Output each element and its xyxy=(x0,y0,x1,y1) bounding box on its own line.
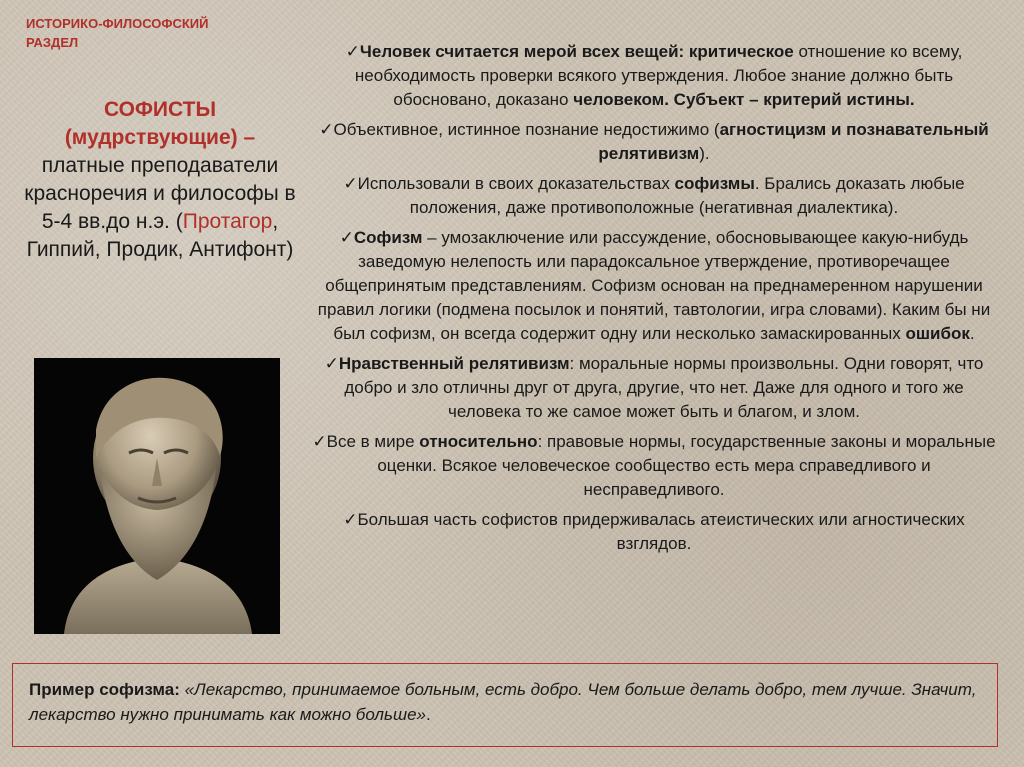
check-icon: ✓ xyxy=(343,510,358,529)
bullet-text: Софизм xyxy=(353,228,423,247)
bullet-text: Нравственный релятивизм xyxy=(338,354,570,373)
bullet-text: . Брались доказать любые положения, даже противоположные (негативная диалектика). xyxy=(409,174,965,217)
check-icon: ✓ xyxy=(343,174,358,193)
bullet-paragraph xyxy=(306,430,1002,502)
heading-highlight-protagoras: Протагор xyxy=(182,210,273,233)
bullet-paragraph xyxy=(306,226,1002,346)
check-icon: ✓ xyxy=(339,228,354,247)
bullet-text: агностицизм и познавательный релятивизм xyxy=(598,120,989,163)
heading-title: СОФИСТЫ xyxy=(103,98,217,121)
bullet-text: относительно xyxy=(419,432,538,451)
bullet-text: : правовые нормы, государственные законы и моральные оценки. Всякое человеческое сообщество есть мера справедливого и несправедливого. xyxy=(377,432,996,499)
check-icon: ✓ xyxy=(312,432,327,451)
bullet-text: Все в мире xyxy=(326,432,420,451)
heading-dash: – xyxy=(237,126,256,149)
bullet-paragraph xyxy=(306,118,1002,166)
sophists-heading xyxy=(20,96,300,264)
check-icon: ✓ xyxy=(319,120,334,139)
bullet-text: отношение ко всему, необходимость проверки всякого утверждения. Любое знание должно быть обосновано, доказано xyxy=(354,42,963,109)
bullet-paragraph xyxy=(306,172,1002,220)
bullet-paragraph xyxy=(306,352,1002,424)
philosopher-bust-image xyxy=(34,358,280,634)
check-icon: ✓ xyxy=(345,42,360,61)
content-list xyxy=(306,40,1002,562)
bullet-text: человеком. Субъект – критерий истины. xyxy=(573,90,915,109)
bullet-text: софизмы xyxy=(674,174,755,193)
bust-illustration xyxy=(34,358,280,634)
heading-subtitle: (мудрствующие) xyxy=(64,126,238,149)
bullet-text: Объективное, истинное познание недостижимо ( xyxy=(333,120,720,139)
bullet-paragraph xyxy=(306,508,1002,556)
heading-description-end: , Гиппий, Продик, Антифонт) xyxy=(26,210,294,261)
bullet-text: Человек считается мерой всех вещей: критическое xyxy=(359,42,794,61)
heading-description: платные преподаватели красноречия и философы в 5-4 вв.до н.э. ( xyxy=(24,154,296,233)
bullet-text: . xyxy=(969,324,975,343)
example-quote: «Лекарство, принимаемое больным, есть добро. Чем больше делать добро, тем лучше. Значит, лекарство нужно принимать как можно больше» xyxy=(29,680,977,724)
example-end: . xyxy=(426,705,431,724)
bullet-text: ). xyxy=(699,144,710,163)
bullet-text: : моральные нормы произвольны. Одни говорят, что добро и зло отличны друг от друга, другие, что нет. Даже для одного и того же человека то же самое может быть и благом, и злом. xyxy=(344,354,984,421)
bullet-text: Большая часть софистов придерживалась атеистических или агностических взглядов. xyxy=(357,510,965,553)
bullet-text: Использовали в своих доказательствах xyxy=(357,174,675,193)
example-label: Пример софизма: xyxy=(29,680,180,699)
example-box xyxy=(12,663,998,747)
section-label: ИСТОРИКО-ФИЛОСОФСКИЙ РАЗДЕЛ xyxy=(26,16,209,50)
bullet-text: ошибок xyxy=(905,324,970,343)
bullet-paragraph xyxy=(306,40,1002,112)
check-icon: ✓ xyxy=(324,354,339,373)
bullet-text: – умозаключение или рассуждение, обосновывающее какую-нибудь заведомую нелепость или парадоксальное утверждение, противоречащее общепринятым представлениям. Софизм основан на преднамеренном нарушении правил логики (подмена посылок и понятий, тавтологии, игра словами). Каким бы ни был софизм, он всегда содержит одну или несколько замаскированных xyxy=(317,228,991,343)
